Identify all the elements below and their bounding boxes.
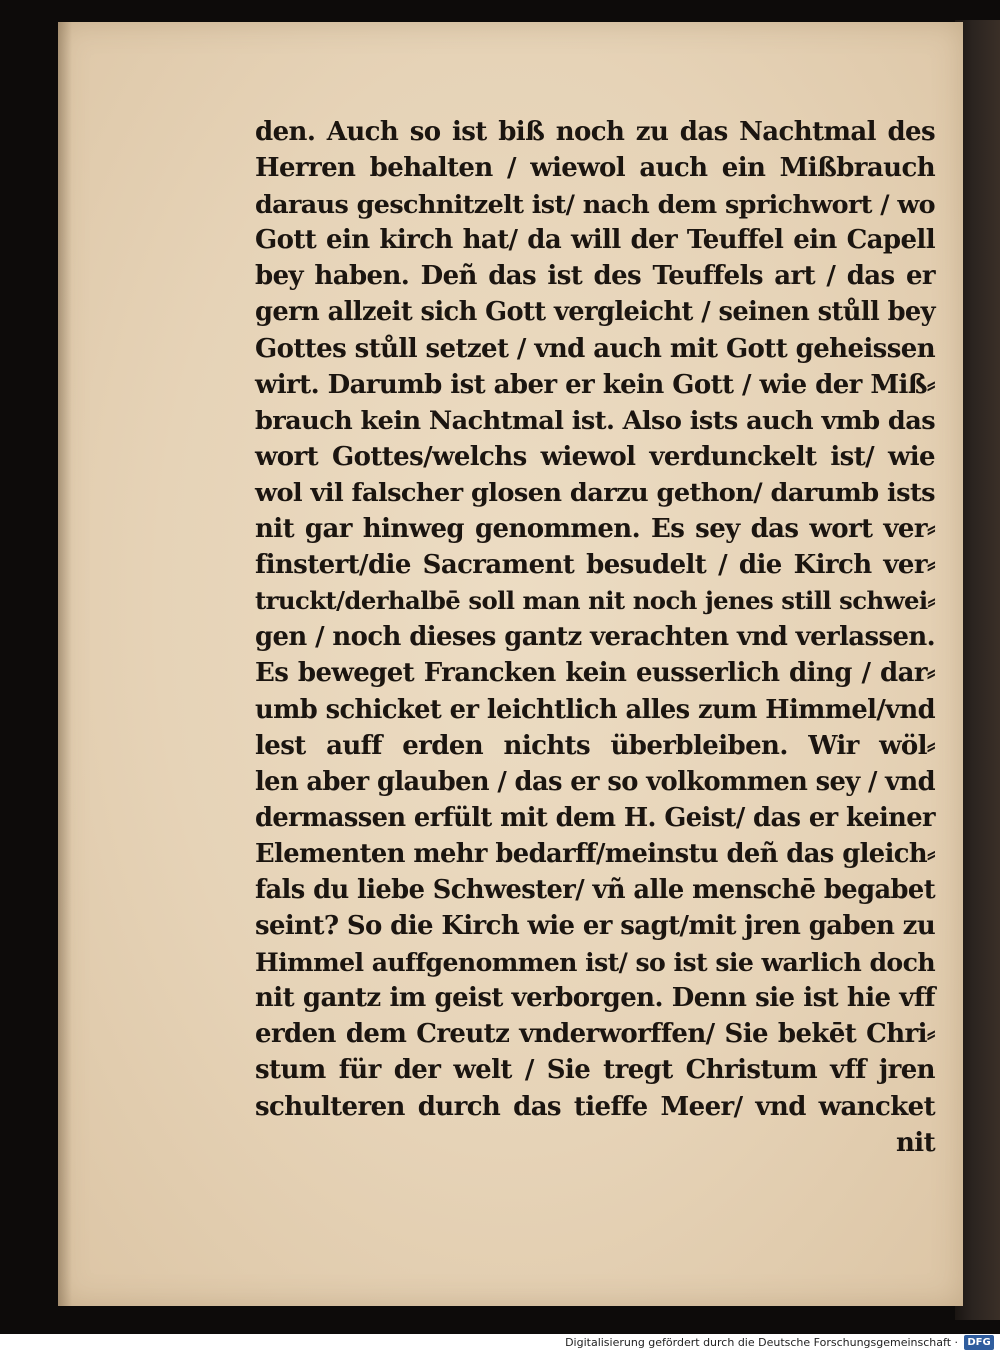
digitization-credit: Digitalisierung gefördert durch die Deutsche Forschungsgemeinschaft ·	[565, 1336, 958, 1349]
text-line: dermassen erfült mit dem H. Geist/ das er keiner	[255, 802, 935, 833]
text-line: Gott ein kirch hat/ da will der Teuffel ein Capell	[255, 225, 935, 256]
text-line: brauch kein Nachtmal ist. Also ists auch vmb das	[255, 405, 935, 436]
text-line: wol vil falscher glosen darzu gethon/ darumb ists	[255, 477, 935, 508]
text-line: truckt/derhalbē soll man nit noch jenes still schwei⸗	[255, 586, 935, 616]
catchword: nit	[896, 1127, 935, 1158]
text-line: seint? So die Kirch wie er sagt/mit jren gaben zu	[255, 911, 936, 942]
text-line: len aber glauben / das er so volkommen sey / vnd	[255, 766, 935, 797]
text-line: fals du liebe Schwester/ vñ alle menschē begabet	[255, 874, 935, 905]
text-line: wort Gottes/welchs wiewol verdunckelt ist/ wie	[255, 441, 935, 472]
text-line: Gottes stůll setzet / vnd auch mit Gott geheissen	[255, 333, 935, 364]
text-line: Es beweget Francken kein eusserlich ding / dar⸗	[255, 658, 935, 689]
footer-bar	[0, 1334, 1000, 1352]
text-line: schulteren durch das tieffe Meer/ vnd wancket	[255, 1091, 935, 1122]
text-line: finstert/die Sacrament besudelt / die Kirch ver⸗	[255, 550, 935, 581]
page-gutter-shadow	[58, 22, 72, 1306]
page-text-block	[255, 114, 935, 1161]
text-line: gern allzeit sich Gott vergleicht / seinen stůll bey	[255, 297, 935, 328]
text-line: wirt. Darumb ist aber er kein Gott / wie der Miß⸗	[255, 369, 935, 400]
text-line: nit gar hinweg genommen. Es sey das wort ver⸗	[255, 514, 935, 545]
text-line: gen / noch dieses gantz verachten vnd verlassen.	[255, 622, 935, 653]
text-line: erden dem Creutz vnderworffen/ Sie bekēt Chri⸗	[255, 1019, 935, 1050]
text-line: bey haben. Deñ das ist des Teuffels art / das er	[255, 261, 935, 292]
text-line: stum für der welt / Sie tregt Christum vff jren	[255, 1055, 935, 1086]
text-line: daraus geschnitzelt ist/ nach dem sprichwort / wo	[255, 189, 935, 220]
text-line: lest auff erden nichts überbleiben. Wir wöl⸗	[255, 730, 935, 761]
text-line: Herren behalten / wiewol auch ein Mißbrauch	[255, 153, 935, 184]
text-line: nit gantz im geist verborgen. Denn sie ist hie vff	[255, 983, 935, 1014]
text-line: Himmel auffgenommen ist/ so ist sie warlich doch	[255, 947, 935, 978]
text-line: Elementen mehr bedarff/meinstu deñ das gleich⸗	[255, 838, 935, 869]
text-line: den. Auch so ist biß noch zu das Nachtmal des	[255, 117, 935, 147]
dfg-logo[interactable]: DFG	[964, 1335, 994, 1350]
text-line: umb schicket er leichtlich alles zum Himmel/vnd	[255, 694, 935, 725]
